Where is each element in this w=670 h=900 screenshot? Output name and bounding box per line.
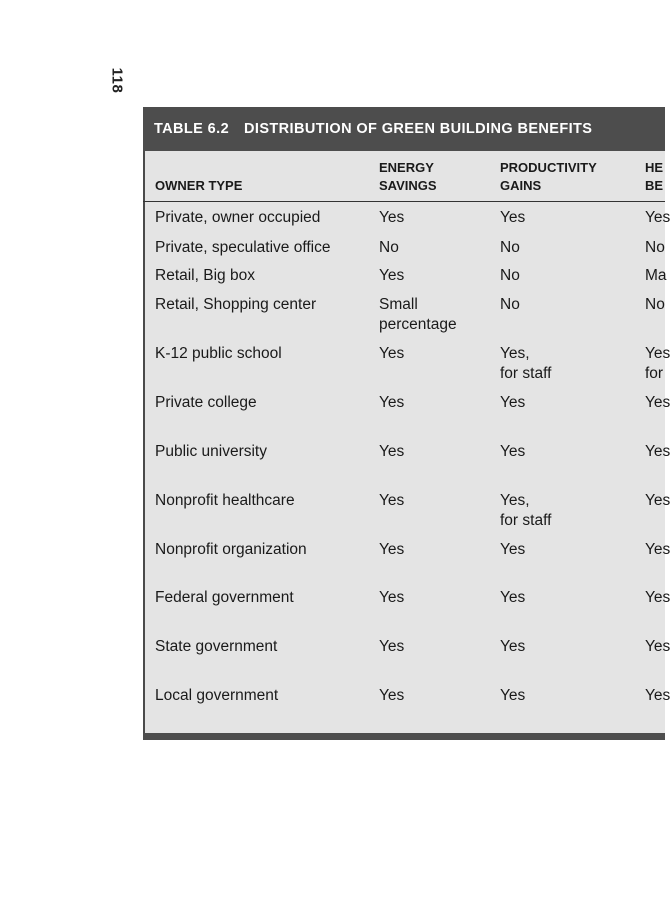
health-benefits-cell xyxy=(645,686,670,706)
productivity-gains-cell-line: Yes xyxy=(500,638,526,655)
productivity-gains-cell xyxy=(500,266,520,286)
table-label: TABLE 6.2 xyxy=(154,121,230,137)
productivity-gains-cell xyxy=(500,491,551,531)
energy-savings-cell-line: Yes xyxy=(379,589,405,606)
energy-savings-cell xyxy=(379,686,404,706)
health-benefits-cell xyxy=(645,238,665,258)
productivity-gains-cell xyxy=(500,344,551,384)
productivity-gains-cell-line: Yes xyxy=(500,443,526,460)
health-benefits-cell-line: Yes xyxy=(645,687,670,704)
owner-type-cell: Nonprofit organization xyxy=(155,541,307,558)
energy-savings-cell-line: Yes xyxy=(379,345,405,362)
energy-savings-cell xyxy=(379,266,404,286)
health-benefits-cell-line: Yes xyxy=(645,345,670,362)
health-benefits-cell-line: Yes xyxy=(645,541,670,558)
energy-savings-cell-line: Yes xyxy=(379,492,405,509)
productivity-gains-cell xyxy=(500,588,525,608)
health-benefits-cell-line: No xyxy=(645,239,665,256)
health-benefits-cell xyxy=(645,588,670,608)
health-benefits-cell xyxy=(645,393,670,413)
productivity-gains-cell-line: for staff xyxy=(500,365,552,382)
health-benefits-cell xyxy=(645,295,665,315)
energy-savings-cell xyxy=(379,491,404,511)
energy-savings-cell xyxy=(379,344,404,364)
productivity-gains-cell-line: No xyxy=(500,239,520,256)
header-productivity-line-1: PRODUCTIVITY xyxy=(500,160,597,175)
energy-savings-cell-line: No xyxy=(379,239,399,256)
energy-savings-cell-line: Small xyxy=(379,296,418,313)
health-benefits-cell-line: Yes xyxy=(645,638,670,655)
header-energy-line-1: ENERGY xyxy=(379,160,434,175)
energy-savings-cell-line: Yes xyxy=(379,443,405,460)
table-caption xyxy=(154,121,592,137)
owner-type-cell: Private college xyxy=(155,394,257,411)
owner-type-cell: Nonprofit healthcare xyxy=(155,492,295,509)
owner-type-cell: Private, speculative office xyxy=(155,239,331,256)
productivity-gains-cell-line: No xyxy=(500,267,520,284)
productivity-gains-cell xyxy=(500,393,525,413)
owner-type-cell: Federal government xyxy=(155,589,294,606)
productivity-gains-cell xyxy=(500,295,520,315)
energy-savings-cell-line: Yes xyxy=(379,394,405,411)
productivity-gains-cell-line: Yes xyxy=(500,541,526,558)
health-benefits-cell-line: Yes xyxy=(645,209,670,226)
page-number: 118 xyxy=(108,67,126,94)
productivity-gains-cell xyxy=(500,208,525,228)
energy-savings-cell-line: Yes xyxy=(379,209,405,226)
header-health-line-1: HE xyxy=(645,160,664,175)
health-benefits-cell xyxy=(645,344,670,384)
productivity-gains-cell-line: No xyxy=(500,296,520,313)
header-health-line-2: BE xyxy=(645,178,664,193)
health-benefits-cell xyxy=(645,208,670,228)
energy-savings-cell xyxy=(379,637,404,657)
owner-type-cell: K-12 public school xyxy=(155,345,282,362)
energy-savings-cell xyxy=(379,238,399,258)
header-rule xyxy=(143,201,665,202)
productivity-gains-cell xyxy=(500,686,525,706)
health-benefits-cell-line: Yes xyxy=(645,443,670,460)
table-title: DISTRIBUTION OF GREEN BUILDING BENEFITS xyxy=(244,121,593,137)
health-benefits-cell-line: for xyxy=(645,365,664,382)
health-benefits-cell xyxy=(645,491,670,511)
productivity-gains-cell xyxy=(500,238,520,258)
owner-type-cell: Retail, Big box xyxy=(155,267,255,284)
energy-savings-cell-line: Yes xyxy=(379,541,405,558)
health-benefits-cell-line: Yes xyxy=(645,394,670,411)
health-benefits-cell xyxy=(645,266,667,286)
energy-savings-cell xyxy=(379,208,404,228)
productivity-gains-cell-line: Yes, xyxy=(500,492,530,509)
header-energy-savings xyxy=(379,159,437,195)
energy-savings-cell-line: Yes xyxy=(379,638,405,655)
header-energy-line-2: SAVINGS xyxy=(379,178,437,193)
header-productivity-gains xyxy=(500,159,597,195)
health-benefits-cell xyxy=(645,540,670,560)
header-owner-type: OWNER TYPE xyxy=(155,178,243,193)
owner-type-cell: Private, owner occupied xyxy=(155,209,321,226)
productivity-gains-cell-line: Yes xyxy=(500,209,526,226)
energy-savings-cell xyxy=(379,442,404,462)
owner-type-cell: State government xyxy=(155,638,278,655)
energy-savings-cell-line: Yes xyxy=(379,267,405,284)
productivity-gains-cell-line: for staff xyxy=(500,512,552,529)
productivity-gains-cell-line: Yes xyxy=(500,589,526,606)
header-productivity-line-2: GAINS xyxy=(500,178,542,193)
table-bottom-bar xyxy=(143,733,665,740)
benefits-table xyxy=(143,107,670,740)
energy-savings-cell xyxy=(379,540,404,560)
health-benefits-cell xyxy=(645,637,670,657)
health-benefits-cell xyxy=(645,442,670,462)
energy-savings-cell-line: Yes xyxy=(379,687,405,704)
energy-savings-cell xyxy=(379,588,404,608)
owner-type-cell: Retail, Shopping center xyxy=(155,296,317,313)
productivity-gains-cell xyxy=(500,637,525,657)
productivity-gains-cell xyxy=(500,442,525,462)
header-health-benefits xyxy=(645,159,663,195)
productivity-gains-cell-line: Yes, xyxy=(500,345,530,362)
productivity-gains-cell-line: Yes xyxy=(500,394,526,411)
health-benefits-cell-line: Yes xyxy=(645,492,670,509)
health-benefits-cell-line: Yes xyxy=(645,589,670,606)
health-benefits-cell-line: Ma xyxy=(645,267,667,284)
health-benefits-cell-line: No xyxy=(645,296,665,313)
productivity-gains-cell-line: Yes xyxy=(500,687,526,704)
productivity-gains-cell xyxy=(500,540,525,560)
energy-savings-cell-line: percentage xyxy=(379,316,457,333)
owner-type-cell: Public university xyxy=(155,443,267,460)
owner-type-cell: Local government xyxy=(155,687,279,704)
table-header-row xyxy=(143,151,665,201)
energy-savings-cell xyxy=(379,295,457,335)
table-title-bar xyxy=(143,107,665,151)
energy-savings-cell xyxy=(379,393,404,413)
